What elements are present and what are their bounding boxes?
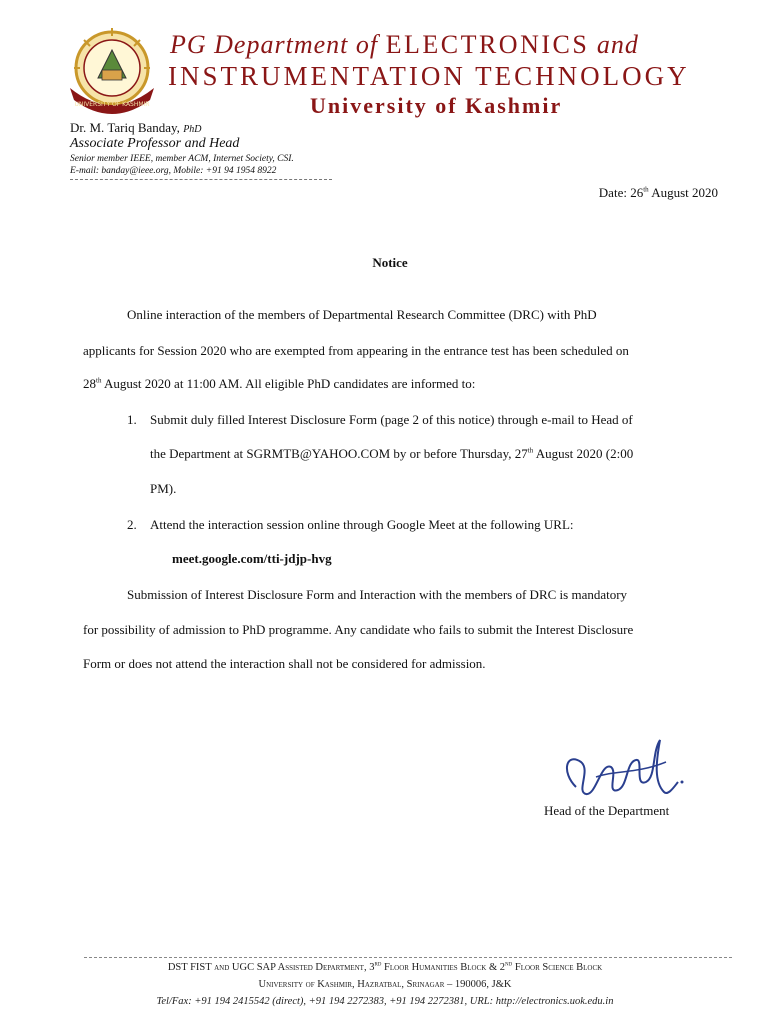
footer-sup1: rd [374,959,382,968]
university-name: University of Kashmir [310,93,563,118]
seal-ribbon-text: UNIVERSITY OF KASHMIR [74,101,150,108]
notice-date [599,185,718,201]
para2-line2: for possibility of admission to PhD programme. Any candidate who fails to submit the Interest Disclosure [83,622,634,637]
footer-line1-c: Floor Science Block [512,962,603,973]
university-seal-logo [66,26,158,118]
item1-number: 1. [127,412,137,427]
date-sup: th [643,185,649,194]
para1-line3-pre: 28 [83,376,96,391]
handwritten-signature [556,732,686,812]
date-suffix: August 2020 [648,185,718,200]
author-designation: Associate Professor and Head [70,136,240,151]
footer-sup2: nd [505,959,513,968]
dept-main: ELECTRONICS [385,30,590,59]
footer-divider [84,957,732,958]
department-heading-line2: INSTRUMENTATION TECHNOLOGY [168,61,690,91]
item1-line2 [150,446,633,462]
notice-title: Notice [372,255,408,270]
header-divider [70,179,332,180]
footer-line1 [0,959,770,973]
para1-line1: Online interaction of the members of Departmental Research Committee (DRC) with PhD [127,307,597,322]
footer-line1-a: DST FIST and UGC SAP Assisted Department, 3 [167,962,375,973]
para1-line3 [83,376,475,392]
date-prefix: Date: 26 [598,185,644,200]
dept-suffix: and [596,30,639,59]
item1-line2-sup: th [527,446,534,455]
dept-prefix: PG Department of [170,30,379,59]
author-name [70,120,202,136]
para2-line1: Submission of Interest Disclosure Form and Interaction with the members of DRC is mandatory [127,587,628,602]
author-degree: PhD [183,124,202,135]
author-name-text: Dr. M. Tariq Banday, [70,120,180,135]
footer-line3: Tel/Fax: +91 194 2415542 (direct), +91 194 2272383, +91 194 2272381, URL: http://electronics.uok.edu.in [156,996,614,1007]
item1-line2-post: August 2020 (2:00 [533,446,634,461]
author-memberships: Senior member IEEE, member ACM, Internet Society, CSI. [70,154,294,164]
item2-number: 2. [127,517,137,532]
author-contact: E-mail: banday@ieee.org, Mobile: +91 94 1954 8922 [70,166,277,176]
department-heading-line1 [170,30,730,60]
footer-line1-b: Floor Humanities Block & 2 [381,962,505,973]
item1-line1: Submit duly filled Interest Disclosure Form (page 2 of this notice) through e-mail to Head of [150,412,633,427]
item1-line2-pre: the Department at SGRMTB@YAHOO.COM by or before Thursday, 27 [150,446,528,461]
signatory-title: Head of the Department [544,803,670,818]
para2-line3: Form or does not attend the interaction shall not be considered for admission. [83,656,486,671]
item2-line1: Attend the interaction session online through Google Meet at the following URL: [150,517,574,532]
meet-url[interactable]: meet.google.com/tti-jdjp-hvg [172,551,332,566]
para1-line3-sup: th [96,376,102,385]
para1-line3-post: August 2020 at 11:00 AM. All eligible PhD candidates are informed to: [101,376,476,391]
footer-line2: University of Kashmir, Hazratbal, Srinagar – 190006, J&K [258,979,512,990]
item1-line3: PM). [150,481,177,496]
para1-line2: applicants for Session 2020 who are exempted from appearing in the entrance test has been scheduled on [83,343,629,358]
